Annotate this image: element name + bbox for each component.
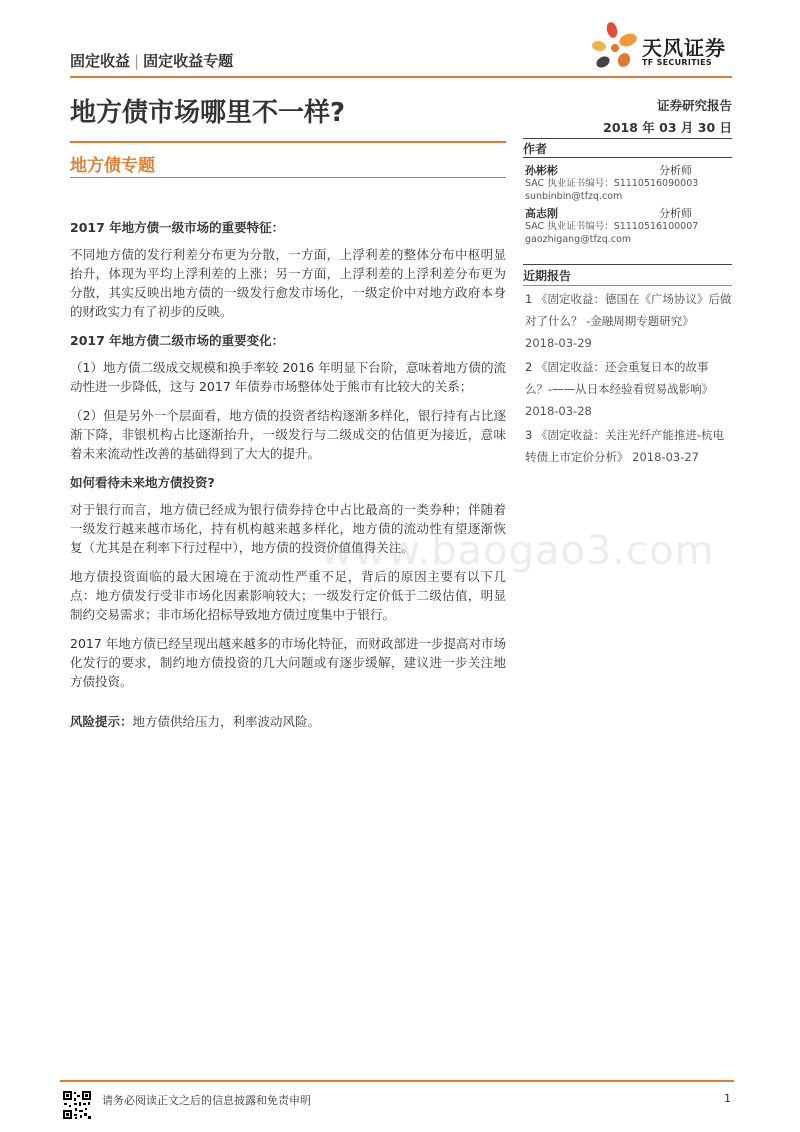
category-separator: | xyxy=(134,52,140,70)
recent-report-item[interactable] xyxy=(525,424,733,468)
report-subtitle: 地方债专题 xyxy=(70,156,155,176)
logo-name: 天风证券 xyxy=(642,36,726,60)
risk-warning xyxy=(70,712,320,730)
recent-report-date: 2018-03-27 xyxy=(632,450,699,464)
watermark: www.baogao3.com xyxy=(320,528,715,574)
summary-paragraph: 对于银行而言，地方债已经成为银行债券持仓中占比最高的一类券种；伴随着一级发行越来越市场化，持有机构越来越多样化，地方债的流动性有望逐渐恢复（尤其是在利率下行过程中），地方债的投资价值值得关注。 xyxy=(70,502,506,555)
company-logo xyxy=(590,18,740,74)
recent-reports-list xyxy=(525,288,733,470)
report-title: 地方债市场哪里不一样? xyxy=(70,98,346,128)
section-heading: 2017 年地方债二级市场的重要变化： xyxy=(70,333,285,348)
sidebar-divider xyxy=(523,138,732,139)
recent-report-item[interactable] xyxy=(525,356,733,422)
recent-report-date: 2018-03-28 xyxy=(525,404,592,418)
section-heading: 如何看待未来地方债投资? xyxy=(70,475,215,490)
sidebar-divider xyxy=(523,264,732,265)
recent-report-title: 2 《固定收益：还会重复日本的故事么？-——从日本经验看贸易战影响》 xyxy=(525,360,714,396)
footer-divider xyxy=(60,1080,734,1082)
analyst-email: sunbinbin@tfzq.com xyxy=(525,191,623,202)
analyst-role: 分析师 xyxy=(659,164,692,177)
subtitle-divider xyxy=(70,177,506,178)
recent-reports-heading: 近期报告 xyxy=(523,269,572,283)
analyst-name: 孙彬彬 xyxy=(525,164,558,177)
header-category xyxy=(70,50,233,71)
title-divider xyxy=(70,141,506,143)
recent-report-item[interactable] xyxy=(525,288,733,354)
risk-text: 地方债供给压力，利率波动风险。 xyxy=(132,714,321,729)
disclaimer-notice: 请务必阅读正文之后的信息披露和免责申明 xyxy=(102,1094,311,1107)
analyst-sac: SAC 执业证书编号：S1110516100007 xyxy=(525,221,699,232)
category-label: 固定收益 xyxy=(70,52,131,70)
summary-paragraph: （2）但是另外一个层面看，地方债的投资者结构逐渐多样化，银行持有占比逐渐下降，非银机构占比逐渐抬升，一级发行与二级成交的估值更为接近，意味着未来流动性改善的基础得到了大大的提升。 xyxy=(70,408,506,461)
report-date: 2018 年 03 月 30 日 xyxy=(603,120,732,135)
section-heading: 2017 年地方债一级市场的重要特征： xyxy=(70,220,285,235)
logo-english-name: TF SECURITIES xyxy=(642,58,712,67)
analyst-card xyxy=(525,164,730,203)
analyst-role: 分析师 xyxy=(659,207,692,220)
recent-report-date: 2018-03-29 xyxy=(525,336,592,350)
logo-flower-icon xyxy=(590,18,640,74)
subcategory-label: 固定收益专题 xyxy=(143,52,234,70)
analyst-name: 高志刚 xyxy=(525,207,558,220)
report-type: 证券研究报告 xyxy=(656,98,732,113)
summary-paragraph: （1）地方债二级成交规模和换手率较 2016 年明显下台阶，意味着地方债的流动性进一步降低，这与 2017 年债券市场整体处于熊市有比较大的关系； xyxy=(70,360,506,394)
header-divider xyxy=(70,76,732,78)
analyst-sac: SAC 执业证书编号：S1110516090003 xyxy=(525,178,699,189)
summary-paragraph: 不同地方债的发行利差分布更为分散，一方面，上浮利差的整体分布中枢明显抬升，体现为平均上浮利差的上涨；另一方面，上浮利差的上浮利差分布更为分散，其实反映出地方债的一级发行愈发市场化，一级定价中对地方政府本身的财政实力有了初步的反映。 xyxy=(70,247,506,319)
summary-paragraph: 地方债投资面临的最大困境在于流动性严重不足，背后的原因主要有以下几点：地方债发行受非市场化因素影响较大；一级发行定价低于二级估值，明显制约交易需求；非市场化招标导致地方债过度集中于银行。 xyxy=(70,569,506,622)
report-summary xyxy=(70,218,506,701)
recent-report-title: 3 《固定收益：关注光纤产能推进-杭电转债上市定价分析》 xyxy=(525,428,725,464)
recent-report-title: 1 《固定收益：德国在《广场协议》后做对了什么？ -金融周期专题研究》 xyxy=(525,292,732,328)
sidebar-divider xyxy=(523,285,732,286)
page-number: 1 xyxy=(724,1092,731,1105)
qr-code-icon xyxy=(62,1090,92,1120)
risk-label: 风险提示： xyxy=(70,714,133,729)
summary-paragraph: 2017 年地方债已经呈现出越来越多的市场化特征，而财政部进一步提高对市场化发行的要求，制约地方债投资的几大问题或有逐步缓解，建议进一步关注地方债投资。 xyxy=(70,636,506,689)
authors-heading: 作者 xyxy=(523,142,548,156)
sidebar-divider xyxy=(523,157,732,158)
analyst-card xyxy=(525,207,730,246)
analyst-email: gaozhigang@tfzq.com xyxy=(525,234,632,245)
